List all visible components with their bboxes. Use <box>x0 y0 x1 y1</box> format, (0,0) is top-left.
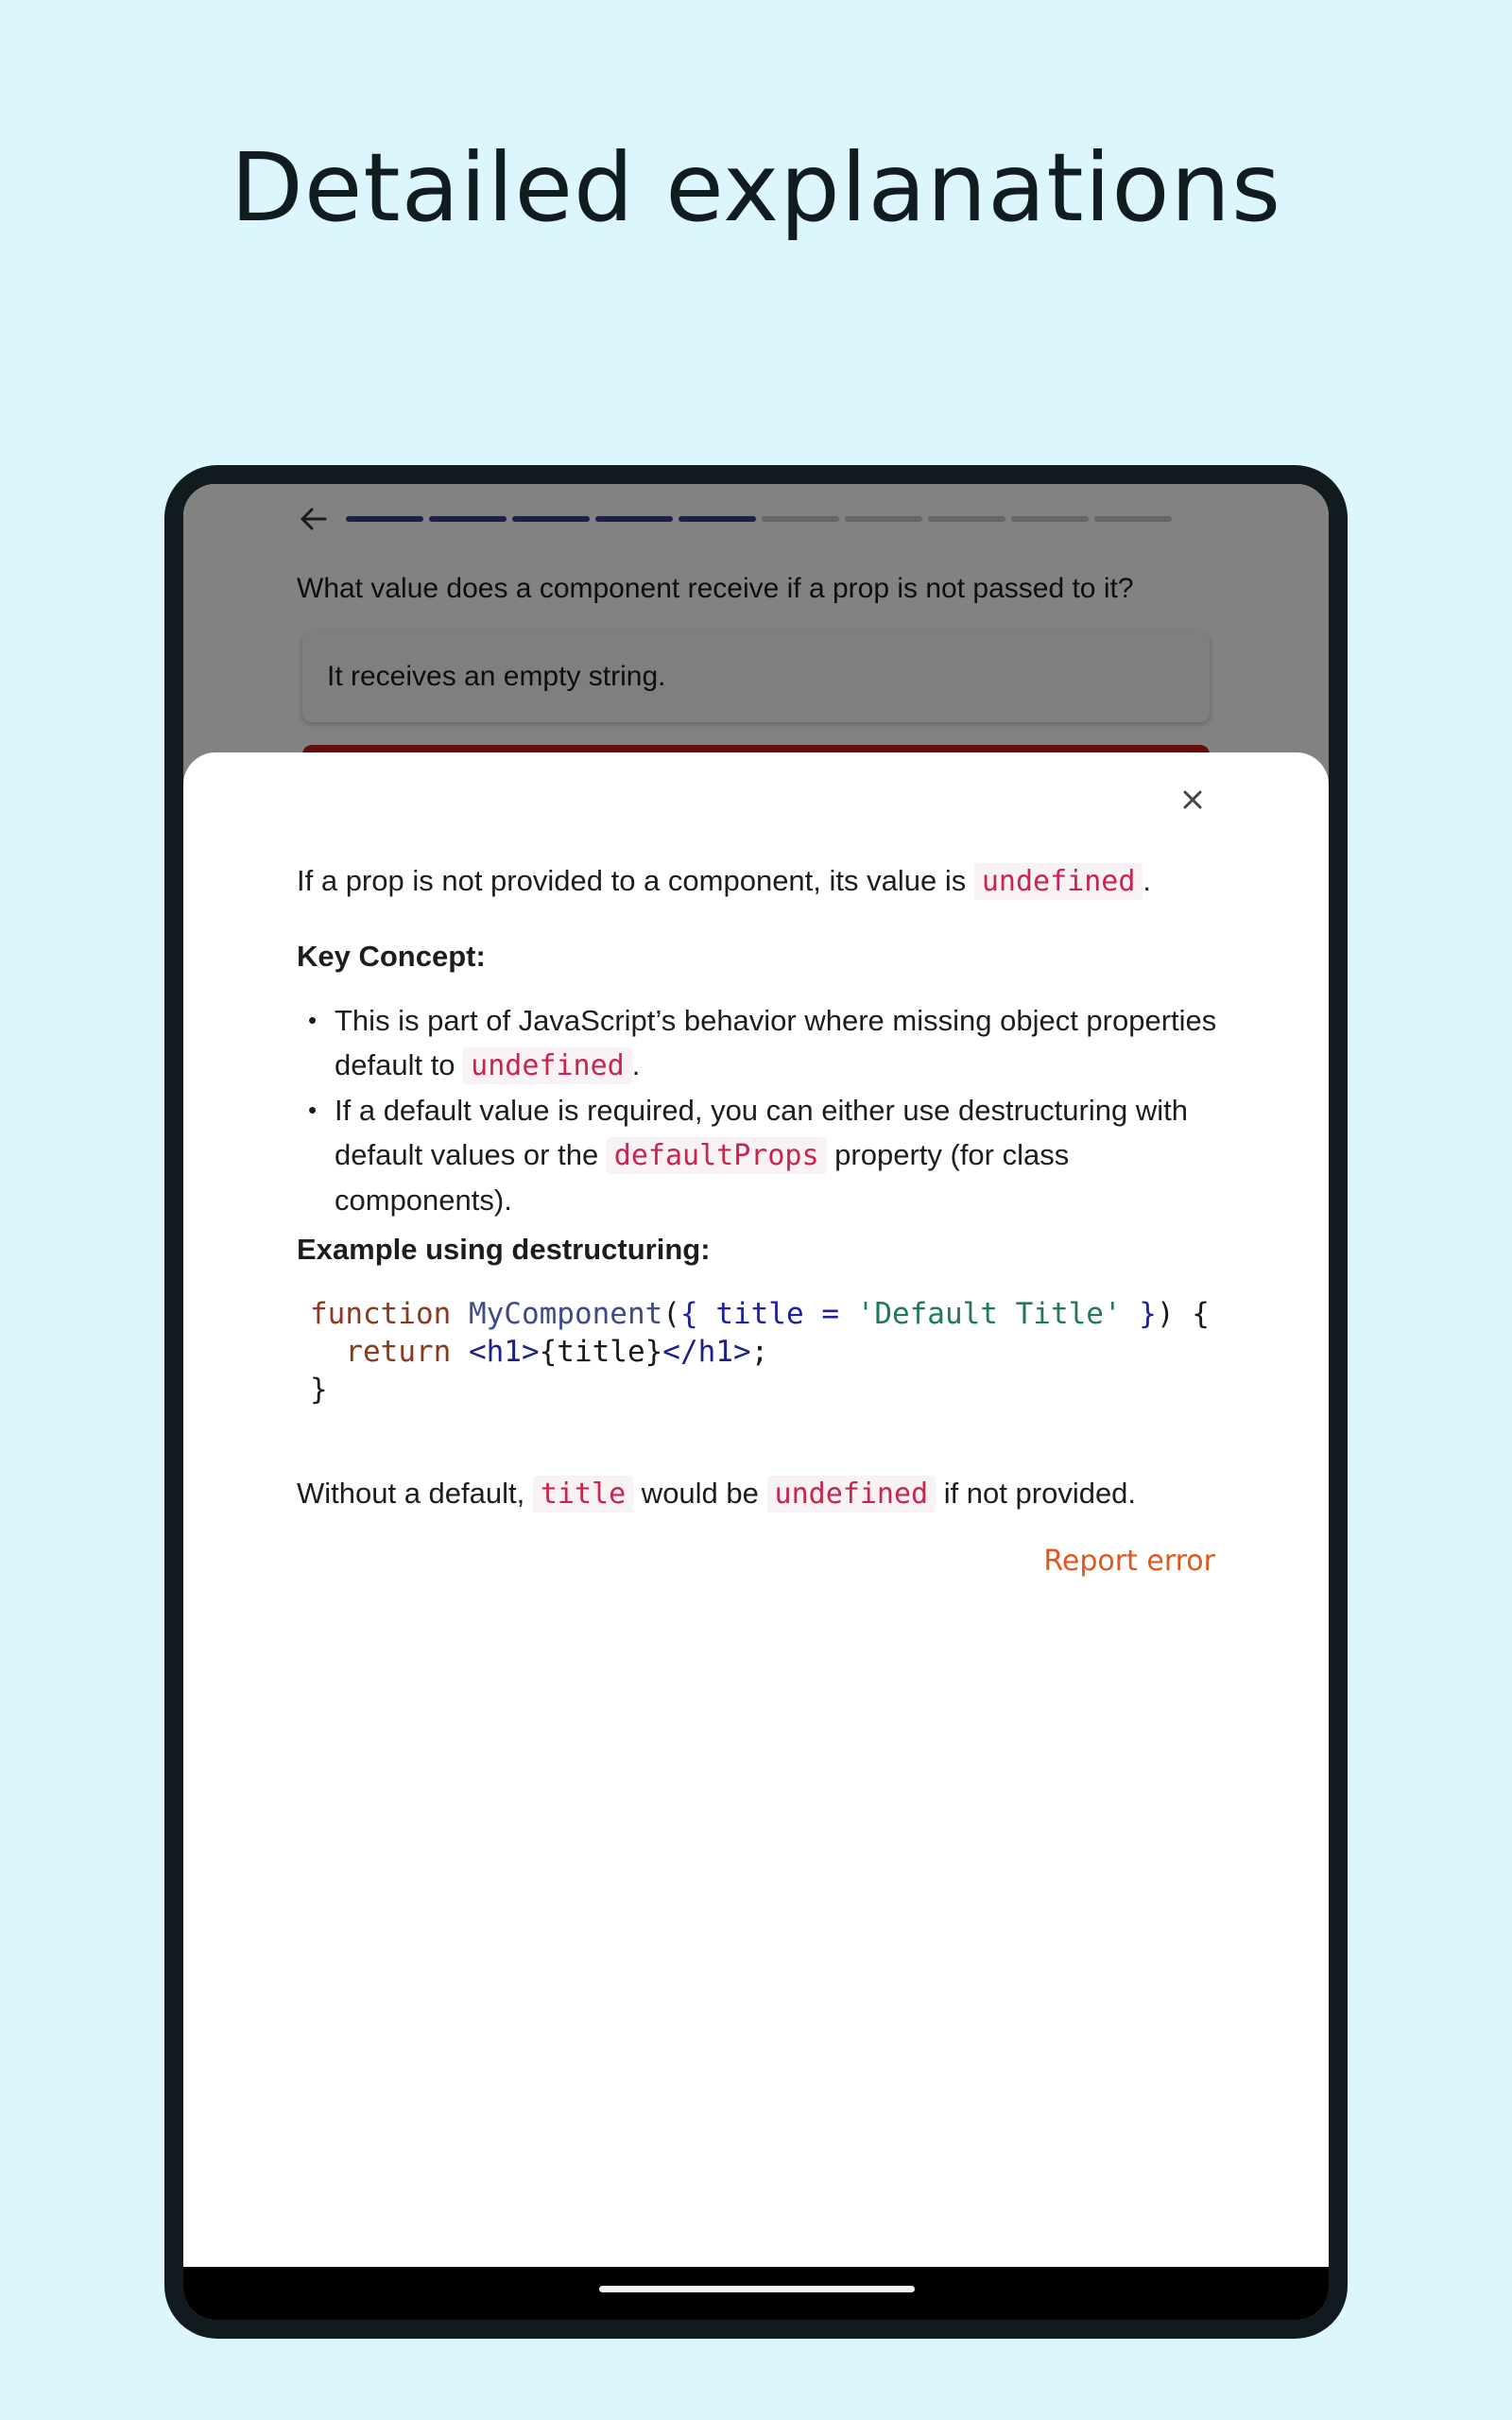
inline-code: undefined <box>767 1476 936 1512</box>
code-tag: <h1> <box>468 1335 540 1369</box>
code-block <box>310 1295 1217 1409</box>
code-keyword: return <box>345 1335 452 1369</box>
code-punct: ( <box>662 1297 680 1331</box>
home-gesture-handle[interactable] <box>599 2286 915 2292</box>
inline-code: title <box>533 1476 633 1512</box>
list-item <box>297 1088 1223 1222</box>
intro-text: If a prop is not provided to a component, its value is <box>297 864 974 897</box>
code-string: 'Default Title' <box>856 1297 1122 1331</box>
screen <box>183 484 1329 2320</box>
intro-suffix: . <box>1143 864 1152 897</box>
bullet-text: This is part of JavaScript’s behavior where missing object properties default to <box>335 1004 1217 1081</box>
code-punct: } <box>310 1373 328 1407</box>
code-punct: } <box>1139 1297 1157 1331</box>
report-error-link[interactable]: Report error <box>1043 1545 1215 1578</box>
code-expression: {title} <box>539 1335 663 1369</box>
inline-code: defaultProps <box>607 1137 827 1174</box>
inline-code: undefined <box>463 1047 632 1084</box>
answer-option-label: It receives an empty string. <box>327 661 666 692</box>
explanation-sheet <box>183 752 1329 2267</box>
code-tag: </h1> <box>662 1335 751 1369</box>
outro-paragraph <box>297 1471 1136 1516</box>
inline-code: undefined <box>974 863 1143 900</box>
outro-text: would be <box>633 1477 767 1510</box>
question-text: What value does a component receive if a prop is not passed to it? <box>297 573 1134 604</box>
headline: Detailed explanations <box>230 132 1282 243</box>
system-nav-bar <box>183 2267 1329 2320</box>
bullet-text: If a default value is required, you can either use destructuring with default values or the <box>335 1094 1188 1171</box>
outro-text: Without a default, <box>297 1477 533 1510</box>
intro-paragraph <box>297 858 1151 904</box>
bullet-suffix: . <box>631 1048 641 1081</box>
close-icon[interactable] <box>1179 786 1206 813</box>
key-concept-heading: Key Concept: <box>297 940 486 973</box>
code-punct: ) { <box>1156 1297 1210 1331</box>
example-heading: Example using destructuring: <box>297 1233 711 1266</box>
code-variable: title <box>715 1297 804 1331</box>
code-operator: = <box>821 1297 839 1331</box>
list-item <box>297 998 1223 1088</box>
bullet-suffix: property (for class components). <box>335 1138 1070 1217</box>
concept-list <box>297 998 1223 1222</box>
code-function: MyComponent <box>468 1297 663 1331</box>
outro-text: if not provided. <box>936 1477 1137 1510</box>
code-keyword: function <box>310 1297 452 1331</box>
code-punct: ; <box>750 1335 769 1369</box>
code-punct: { <box>679 1297 698 1331</box>
